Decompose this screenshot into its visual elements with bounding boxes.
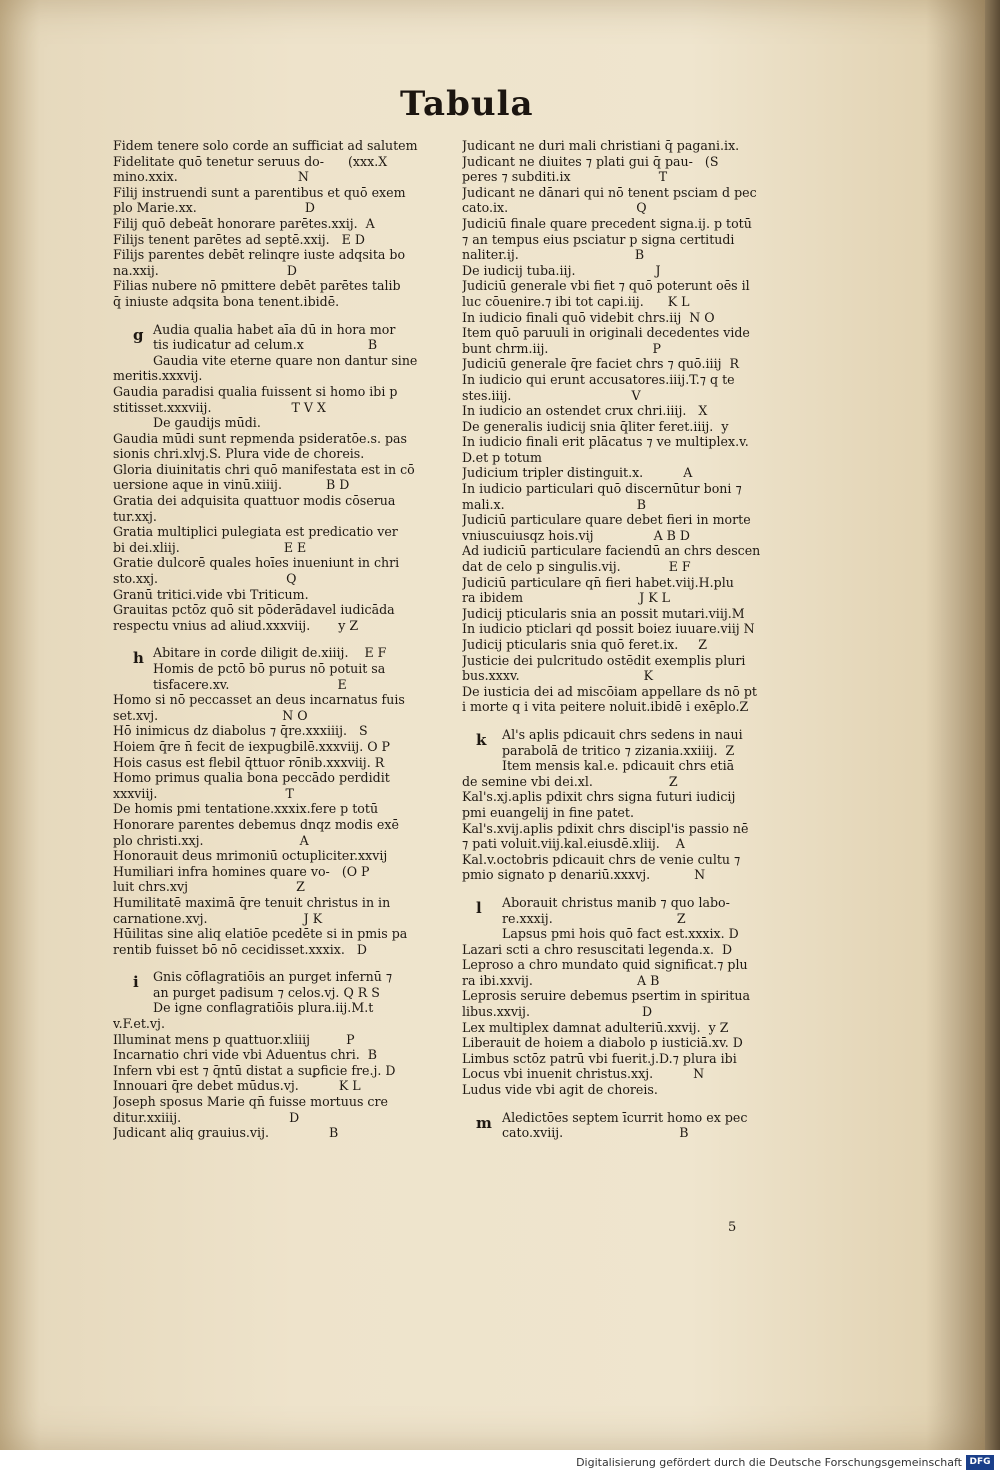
index-entry: Kal's.xj.aplis pdixit chrs signa futuri iudicij	[462, 789, 736, 805]
index-entry: pmi euangelij in fine patet.	[462, 804, 634, 820]
index-entry: Incarnatio chri vide vbi Aduentus chri. B	[113, 1047, 377, 1063]
index-entry: cato.xviij. B	[502, 1125, 689, 1141]
index-entry: ra ibidem J K L	[462, 590, 671, 606]
index-entry: Judiciū particulare quare debet fieri in morte	[462, 512, 751, 528]
index-entry: Leproso a chro mundato quid significat.⁊ plu	[462, 957, 748, 973]
index-entry: luc cōuenire.⁊ ibi tot capi.iij. K L	[462, 293, 690, 309]
index-entry: meritis.xxxvij.	[113, 368, 203, 384]
index-entry: De igne conflagratiōis plura.iij.M.t	[153, 1000, 374, 1016]
index-entry: Aborauit christus manib ⁊ quo labo-	[502, 894, 730, 910]
index-section	[113, 138, 448, 310]
index-entry: Al's aplis pdicauit chrs sedens in naui	[502, 726, 743, 742]
index-entry: Gnis cōflagratiōis an purget infernū ⁊	[153, 969, 393, 985]
index-entry: Honorauit deus mrimoniū octupliciter.xxvij	[113, 848, 388, 864]
index-entry: In iudicio finali erit plācatus ⁊ ve multiplex.v.	[462, 434, 749, 450]
section-letter: h	[133, 649, 144, 668]
index-entry: Audia qualia habet aīa dū in hora mor	[153, 321, 396, 337]
index-entry: Judiciū generale vbi fiet ⁊ quō poterunt oēs il	[462, 278, 750, 294]
index-entry: luit chrs.xvj Z	[113, 879, 305, 895]
section-letter: k	[476, 730, 487, 749]
index-entry: re.xxxij. Z	[502, 910, 686, 926]
index-entry: bi dei.xliij. E E	[113, 539, 307, 555]
index-entry: Liberauit de hoiem a diabolo p iusticiā.xv. D	[462, 1035, 743, 1051]
index-entry: Filij instruendi sunt a parentibus et quō exem	[113, 184, 406, 200]
index-entry: Hō inimicus dz diabolus ⁊ q̄re.xxxiiij. S	[113, 723, 368, 739]
index-entry: D.et p totum	[462, 449, 542, 465]
index-entry: na.xxij. D	[113, 262, 297, 278]
index-section	[462, 895, 792, 1098]
index-entry: peres ⁊ subditi.ix T	[462, 169, 668, 185]
index-entry: an purget padisum ⁊ celos.vj. Q R S	[153, 984, 380, 1000]
index-entry: Item mensis kal.e. pdicauit chrs etiā	[502, 758, 735, 774]
index-entry: Hūilitas sine aliq elatiōe pcedēte si in pmis pa	[113, 926, 408, 942]
page-heading: Tabula	[400, 84, 534, 124]
dfg-logo: DFG	[966, 1455, 994, 1470]
index-entry: plo Marie.xx. D	[113, 200, 315, 216]
index-entry: ra ibi.xxvij. A B	[462, 972, 660, 988]
index-entry: Lazari scti a chro resuscitati legenda.x. D	[462, 941, 733, 957]
index-entry: carnatione.xvj. J K	[113, 910, 323, 926]
index-entry: Innouari q̄re debet mūdus.vj. K L	[113, 1078, 361, 1094]
index-entry: stitisset.xxxviij. T V X	[113, 399, 326, 415]
index-entry: xxxviij. T	[113, 785, 294, 801]
index-entry: Gratia multiplici pulegiata est predicatio ver	[113, 524, 398, 540]
index-entry: In iudicio qui erunt accusatores.iiij.T.⁊ q te	[462, 371, 735, 387]
index-entry: sionis chri.xlvj.S. Plura vide de choreis.	[113, 446, 365, 462]
index-entry: Item quō paruuli in originali decedentes vide	[462, 325, 750, 341]
index-entry: Judiciū generale q̄re faciet chrs ⁊ quō.iiij R	[462, 356, 739, 372]
index-entry: Fidelitate quō tenetur seruus do- (xxx.X	[113, 153, 388, 169]
index-entry: De gaudijs mūdi.	[153, 415, 261, 431]
index-entry: Kal.v.octobris pdicauit chrs de venie cultu ⁊	[462, 851, 741, 867]
index-entry: parabolā de tritico ⁊ zizania.xxiiij. Z	[502, 742, 735, 758]
index-entry: ⁊ an tempus eius psciatur p signa certitudi	[462, 231, 735, 247]
index-entry: Judicij pticularis snia an possit mutari.viij.M	[462, 605, 745, 621]
index-entry: set.xvj. N O	[113, 707, 308, 723]
index-entry: In iudicio particulari quō discernūtur boni ⁊	[462, 481, 742, 497]
index-entry: dat de celo p singulis.vij. E F	[462, 559, 691, 575]
index-section	[113, 645, 448, 957]
index-entry: Hoiem q̄re n̄ fecit de iexpugbilē.xxxviij. O P	[113, 738, 391, 754]
index-entry: Limbus sctōz patrū vbi fuerit.j.D.⁊ plura ibi	[462, 1050, 737, 1066]
index-entry: Fidem tenere solo corde an sufficiat ad salutem	[113, 138, 418, 153]
index-entry: Judicium tripler distinguit.x. A	[462, 465, 693, 481]
index-entry: Gloria diuinitatis chri quō manifestata est in cō	[113, 461, 415, 477]
index-section	[462, 727, 792, 883]
index-entry: Filij quō debeāt honorare parētes.xxij. A	[113, 215, 375, 231]
index-entry: Judicant aliq grauius.vij. B	[113, 1125, 339, 1141]
index-entry: de semine vbi dei.xl. Z	[462, 773, 678, 789]
index-entry: Gratia dei adquisita quattuor modis cōserua	[113, 493, 396, 509]
index-entry: Honorare parentes debemus dnqz modis exē	[113, 816, 399, 832]
index-entry: pmio signato p denariū.xxxvj. N	[462, 867, 706, 883]
index-entry: mali.x. B	[462, 496, 646, 512]
index-section	[462, 138, 792, 715]
index-entry: Homis de pctō bō purus nō potuit sa	[153, 661, 386, 676]
index-entry: i morte q i vita peitere noluit.ibidē i exēplo.Z	[462, 699, 749, 715]
index-entry: Judicant ne duri mali christiani q̄ pagani.ix.	[462, 138, 740, 153]
section-letter: g	[133, 325, 144, 344]
index-entry: Leprosis seruire debemus psertim in spiritua	[462, 988, 750, 1004]
index-entry: Lapsus pmi hois quō fact est.xxxix. D	[502, 926, 739, 942]
index-entry: Gaudia paradisi qualia fuissent si homo ibi p	[113, 383, 398, 399]
index-section	[462, 1110, 792, 1141]
section-letter: m	[476, 1113, 492, 1132]
index-entry: tis iudicatur ad celum.x B	[153, 337, 378, 353]
page-number: 5	[728, 1220, 737, 1235]
section-letter: l	[476, 898, 482, 917]
index-entry: Judiciū particulare qn̄ fieri habet.viij.H.plu	[462, 574, 734, 590]
index-entry: stes.iiij. V	[462, 387, 641, 403]
index-entry: naliter.ij. B	[462, 247, 645, 263]
index-entry: ditur.xxiiij. D	[113, 1109, 300, 1125]
left-column	[113, 138, 448, 1153]
index-entry: v.F.et.vj.	[113, 1016, 165, 1032]
index-entry: sto.xxj. Q	[113, 571, 297, 587]
index-entry: vniuscuiusqz hois.vij A B D	[462, 527, 691, 543]
index-entry: Judicant ne diuites ⁊ plati gui q̄ pau- (S	[462, 153, 719, 169]
index-entry: De iudicij tuba.iij. J	[462, 262, 661, 278]
index-entry: Humilitatē maximā q̄re tenuit christus in in	[113, 894, 391, 910]
index-entry: In iudicio finali quō videbit chrs.iij N O	[462, 309, 715, 325]
index-entry: De generalis iudicij snia q̄liter feret.iiij. y	[462, 418, 729, 434]
index-entry: Illuminat mens p quattuor.xliiij P	[113, 1031, 355, 1047]
index-entry: uersione aque in vinū.xiiij. B D	[113, 477, 350, 493]
index-entry: Granū tritici.vide vbi Triticum.	[113, 586, 309, 602]
index-entry: Infern vbi est ⁊ q̄ntū distat a suꝑficie fre.j. D	[113, 1062, 396, 1078]
index-entry: Judiciū finale quare precedent signa.ij. p totū	[462, 215, 752, 231]
index-entry: mino.xxix. N	[113, 169, 309, 185]
index-entry: Joseph sposus Marie qn̄ fuisse mortuus cre	[113, 1094, 388, 1110]
index-entry: respectu vnius ad aliud.xxxviij. y Z	[113, 617, 359, 633]
index-entry: In iudicio pticlari qd possit boiez iuuare.viij N	[462, 621, 755, 637]
index-entry: Gratie dulcorē quales hoīes inueniunt in chri	[113, 555, 400, 571]
index-entry: bunt chrm.iij. P	[462, 340, 661, 356]
index-entry: tisfacere.xv. E	[153, 676, 347, 692]
index-entry: Judicant ne dānari qui nō tenent psciam d pec	[462, 184, 757, 200]
index-entry: Ad iudiciū particulare faciendū an chrs descen	[462, 543, 761, 559]
index-entry: Ludus vide vbi agit de choreis.	[462, 1082, 658, 1098]
funding-credit: Digitalisierung gefördert durch die Deutsche Forschungsgemeinschaft	[576, 1456, 962, 1469]
index-entry: Kal's.xvij.aplis pdixit chrs discipl'is passio nē	[462, 820, 749, 836]
index-entry: Grauitas pctōz quō sit pōderādavel iudicāda	[113, 602, 395, 618]
page-edge	[985, 0, 1000, 1450]
footer-bar	[0, 1450, 1000, 1476]
index-entry: Humiliari infra homines quare vo- (O P	[113, 863, 370, 879]
index-entry: rentib fuisset bō nō cecidisset.xxxix. D	[113, 941, 367, 957]
index-entry: Lex multiplex damnat adulteriū.xxvij. y Z	[462, 1019, 729, 1035]
index-entry: Gaudia vite eterne quare non dantur sine	[153, 352, 418, 368]
index-entry: Homo primus qualia bona peccādo perdidit	[113, 770, 390, 786]
index-entry: Justicie dei pulcritudo ostēdit exemplis pluri	[462, 652, 746, 668]
index-entry: In iudicio an ostendet crux chri.iiij. X	[462, 403, 708, 419]
index-entry: De iusticia dei ad miscōiam appellare ds nō pt	[462, 683, 757, 699]
index-entry: Filijs tenent parētes ad septē.xxij. E D	[113, 231, 365, 247]
index-entry: libus.xxvij. D	[462, 1004, 653, 1020]
index-entry: ⁊ pati voluit.viij.kal.eiusdē.xliij. A	[462, 836, 685, 852]
index-entry: Judicij pticularis snia quō feret.ix. Z	[462, 637, 708, 652]
index-section	[113, 969, 448, 1141]
index-entry: cato.ix. Q	[462, 200, 647, 216]
index-entry: plo christi.xxj. A	[113, 832, 309, 848]
index-entry: Homo si nō peccasset an deus incarnatus fuis	[113, 692, 405, 708]
section-letter: i	[133, 973, 139, 992]
index-entry: Locus vbi inuenit christus.xxj. N	[462, 1066, 705, 1082]
index-entry: q̄ iniuste adqsita bona tenent.ibidē.	[113, 293, 340, 309]
index-entry: Filias nubere nō pmittere debēt parētes talib	[113, 278, 401, 294]
index-entry: De homis pmi tentatione.xxxix.fere p totū	[113, 801, 379, 817]
index-entry: Filijs parentes debēt relinqre iuste adqsita bo	[113, 247, 406, 263]
index-entry: Aledictōes septem īcurrit homo ex pec	[502, 1109, 748, 1125]
index-entry: tur.xxj.	[113, 508, 157, 524]
index-entry: bus.xxxv. K	[462, 668, 654, 684]
index-entry: Gaudia mūdi sunt repmenda psideratōe.s. pas	[113, 430, 407, 446]
index-entry: Abitare in corde diligit de.xiiij. E F	[153, 645, 387, 661]
right-column	[462, 138, 792, 1153]
index-entry: Hois casus est flebil q̄ttuor rōnib.xxxviij. R	[113, 754, 385, 770]
index-section	[113, 322, 448, 634]
